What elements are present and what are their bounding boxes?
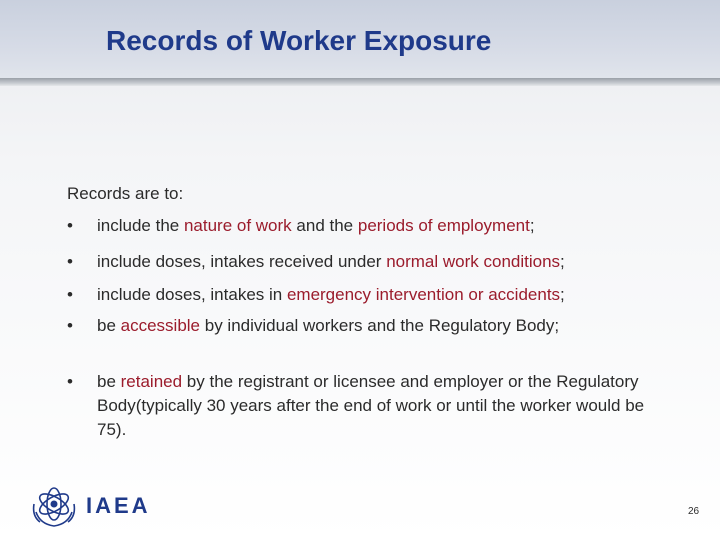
bullet-dot: • xyxy=(67,252,73,271)
bullet-text xyxy=(97,214,657,238)
bullet-text-part: be xyxy=(97,372,121,391)
bullet-text xyxy=(97,314,657,338)
bullet-dot: • xyxy=(67,285,73,304)
bullet-dot: • xyxy=(67,216,73,235)
bullet-highlight: normal work conditions xyxy=(386,252,561,271)
bullet-highlight: accessible xyxy=(120,316,201,335)
bullet-text-part: be xyxy=(97,316,121,335)
bullet-text-part: ; xyxy=(560,252,565,271)
intro-text: Records are to: xyxy=(67,184,184,203)
bullet-text-part: include the xyxy=(97,216,184,235)
bullet-highlight: nature of work xyxy=(183,216,292,235)
bullet-highlight: periods of employment xyxy=(357,216,530,235)
bullet-text-part: by individual workers and the Regulatory Body; xyxy=(200,316,560,335)
bullet-dot: • xyxy=(67,316,73,335)
bullet-text-part: by the registrant or licensee and employer or the Regulatory Body(typically 30 years after the end of work or until the worker would be 75). xyxy=(97,372,645,439)
bullet-text-part: ; xyxy=(560,285,565,304)
iaea-logo-text: IAEA xyxy=(86,493,151,518)
page-number: 26 xyxy=(688,506,700,517)
bullet-text xyxy=(97,370,657,442)
bullet-text-part: include doses, intakes received under xyxy=(97,252,387,271)
bullet-text-part: include doses, intakes in xyxy=(97,285,287,304)
bullet-highlight: emergency intervention or accidents xyxy=(286,285,561,304)
bullet-text-part: and the xyxy=(291,216,358,235)
bullet-text xyxy=(97,283,657,307)
bullet-highlight: retained xyxy=(120,372,183,391)
bullet-text-part: ; xyxy=(529,216,535,235)
bullet-dot: • xyxy=(67,372,73,391)
title-divider xyxy=(0,78,720,86)
bullet-text xyxy=(97,250,657,274)
slide-title: Records of Worker Exposure xyxy=(106,25,492,56)
